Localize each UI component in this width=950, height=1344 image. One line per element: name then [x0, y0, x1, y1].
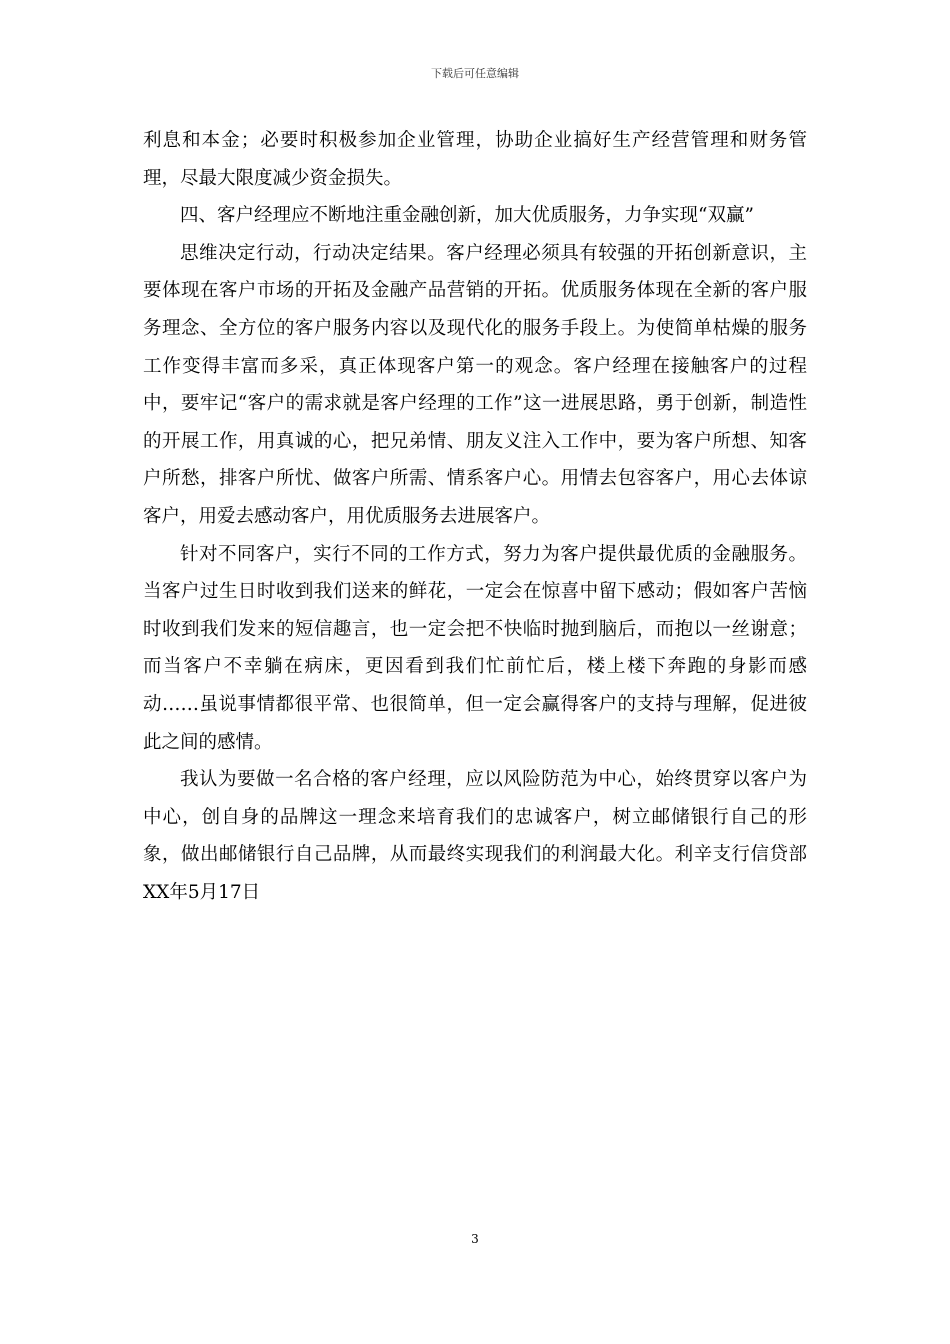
document-body [143, 122, 807, 911]
paragraph-4: 针对不同客户，实行不同的工作方式，努力为客户提供最优质的金融服务。当客户过生日时收到我们送来的鲜花，一定会在惊喜中留下感动；假如客户苦恼时收到我们发来的短信趣言，也一定会把不快临时抛到脑后，而抱以一丝谢意；而当客户不幸躺在病床，更因看到我们忙前忙后，楼上楼下奔跑的身影而感动……虽说事情都很平常、也很简单，但一定会赢得客户的支持与理解，促进彼此之间的感情。 [143, 543, 807, 753]
paragraph-3: 思维决定行动，行动决定结果。客户经理必须具有较强的开拓创新意识，主要体现在客户市场的开拓及金融产品营销的开拓。优质服务体现在全新的客户服务理念、全方位的客户服务内容以及现代化的服务手段上。为使简单枯燥的服务工作变得丰富而多采，真正体现客户第一的观念。客户经理在接触客户的过程中，要牢记“客户的需求就是客户经理的工作”这一进展思路，勇于创新，制造性的开展工作，用真诚的心，把兄弟情、朋友义注入工作中，要为客户所想、知客户所愁，排客户所忧、做客户所需、情系客户心。用情去包容客户，用心去体谅客户，用爱去感动客户，用优质服务去进展客户。 [143, 242, 807, 527]
page-number: 3 [471, 1232, 479, 1246]
paragraph-1: 利息和本金；必要时积极参加企业管理，协助企业搞好生产经营管理和财务管理，尽最大限度减少资金损失。 [143, 130, 807, 189]
paragraph-2-section-heading: 四、客户经理应不断地注重金融创新，加大优质服务，力争实现“双赢” [180, 205, 754, 227]
paragraph-5: 我认为要做一名合格的客户经理，应以风险防范为中心，始终贯穿以客户为中心，创自身的品牌这一理念来培育我们的忠诚客户，树立邮储银行自己的形象，做出邮储银行自己品牌，从而最终实现我们的利润最大化。利辛支行信贷部XX年5月17日 [143, 769, 807, 903]
header-note: 下载后可任意编辑 [431, 67, 519, 80]
